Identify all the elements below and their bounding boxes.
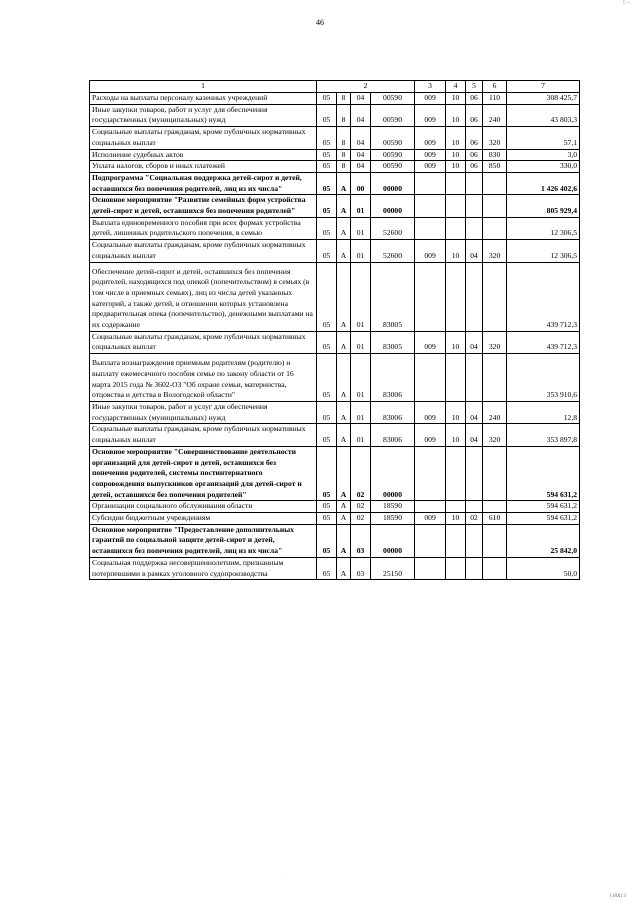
code-direction: 00000 <box>371 195 415 217</box>
row-name: Расходы на выплаты персоналу казенных учреждений <box>90 93 317 105</box>
code-expense-type: 610 <box>483 513 507 525</box>
code-expense-type <box>483 195 507 217</box>
code-direction: 00590 <box>371 127 415 149</box>
row-name: Уплата налогов, сборов и иных платежей <box>90 161 317 173</box>
code-subprogram: 8 <box>337 161 351 173</box>
code-subsection: 06 <box>466 127 483 149</box>
code-expense-type <box>483 557 507 579</box>
code-event: 03 <box>351 557 371 579</box>
code-grbs <box>415 195 446 217</box>
code-subprogram: А <box>337 172 351 194</box>
code-subsection <box>466 217 483 239</box>
code-grbs <box>415 217 446 239</box>
code-program: 05 <box>317 262 337 331</box>
code-subprogram: А <box>337 217 351 239</box>
code-subprogram: 8 <box>337 104 351 126</box>
row-name: Социальные выплаты гражданам, кроме публичных нормативных социальных выплат <box>90 127 317 149</box>
code-subsection <box>466 195 483 217</box>
code-direction: 00000 <box>371 172 415 194</box>
row-amount: 805 929,4 <box>507 195 580 217</box>
row-name: Подпрограмма "Социальная поддержка детей-сирот и детей, оставшихся без попечения родителей, лиц из их числа" <box>90 172 317 194</box>
code-subprogram: 8 <box>337 149 351 161</box>
table-row <box>90 104 580 126</box>
code-grbs: 009 <box>415 513 446 525</box>
code-direction: 00000 <box>371 524 415 557</box>
code-subsection <box>466 354 483 402</box>
row-name: Основное мероприятие "Совершенствование деятельности организаций для детей-сирот и детей, оставшихся без попечения родителей, системы постинтернатного сопровождения выпускников организаций для детей-сирот и детей, оставшихся без попечения родителей" <box>90 446 317 501</box>
code-event: 02 <box>351 513 371 525</box>
code-direction: 52600 <box>371 240 415 262</box>
code-program: 05 <box>317 217 337 239</box>
footer-dot: · <box>286 876 288 881</box>
code-expense-type: 240 <box>483 104 507 126</box>
code-grbs: 009 <box>415 240 446 262</box>
code-section <box>446 195 466 217</box>
header-cell-2: 2 <box>317 81 415 93</box>
code-subprogram: А <box>337 524 351 557</box>
code-event: 01 <box>351 262 371 331</box>
code-subsection: 06 <box>466 161 483 173</box>
code-program: 05 <box>317 93 337 105</box>
code-subprogram: А <box>337 195 351 217</box>
code-subsection: 02 <box>466 513 483 525</box>
code-event: 04 <box>351 127 371 149</box>
code-subsection: 04 <box>466 240 483 262</box>
header-cell-5: 5 <box>466 81 483 93</box>
code-program: 05 <box>317 513 337 525</box>
code-grbs <box>415 262 446 331</box>
code-subsection: 04 <box>466 401 483 423</box>
code-expense-type <box>483 501 507 513</box>
row-amount: 50,0 <box>507 557 580 579</box>
code-expense-type: 110 <box>483 93 507 105</box>
table-row <box>90 557 580 579</box>
code-direction: 00590 <box>371 93 415 105</box>
row-amount: 308 425,7 <box>507 93 580 105</box>
code-grbs: 009 <box>415 401 446 423</box>
code-section: 10 <box>446 513 466 525</box>
code-subsection <box>466 557 483 579</box>
code-direction: 00590 <box>371 104 415 126</box>
code-event: 04 <box>351 149 371 161</box>
code-subsection: 06 <box>466 93 483 105</box>
row-amount: 353 897,8 <box>507 424 580 446</box>
code-expense-type <box>483 172 507 194</box>
row-name: Выплата вознаграждения приемным родителям (родителю) и выплату ежемесячного пособия семье по закону области от 16 марта 2015 года № 3602-ОЗ "Об охране семьи, материнства, отцовства и детства в Вологодской области" <box>90 354 317 402</box>
code-event: 04 <box>351 93 371 105</box>
code-event: 04 <box>351 104 371 126</box>
row-amount: 43 803,3 <box>507 104 580 126</box>
code-section: 10 <box>446 93 466 105</box>
code-program: 05 <box>317 524 337 557</box>
code-section <box>446 524 466 557</box>
header-row <box>90 81 580 93</box>
header-cell-1: 1 <box>90 81 317 93</box>
code-subprogram: А <box>337 513 351 525</box>
row-amount: 330,0 <box>507 161 580 173</box>
row-amount: 594 631,2 <box>507 446 580 501</box>
code-subsection: 04 <box>466 424 483 446</box>
code-subsection <box>466 446 483 501</box>
row-amount: 3,0 <box>507 149 580 161</box>
code-section <box>446 172 466 194</box>
code-expense-type: 850 <box>483 161 507 173</box>
code-grbs <box>415 501 446 513</box>
row-amount: 1 426 402,6 <box>507 172 580 194</box>
code-section <box>446 446 466 501</box>
code-subprogram: А <box>337 331 351 353</box>
code-grbs: 009 <box>415 127 446 149</box>
code-subprogram: А <box>337 424 351 446</box>
code-program: 05 <box>317 127 337 149</box>
code-direction: 52600 <box>371 217 415 239</box>
code-program: 05 <box>317 104 337 126</box>
code-section <box>446 557 466 579</box>
row-amount: 353 910,6 <box>507 354 580 402</box>
row-name: Основное мероприятие "Развитие семейных форм устройства детей-сирот и детей, оставшихся без попечения родителей" <box>90 195 317 217</box>
code-expense-type <box>483 262 507 331</box>
code-grbs: 009 <box>415 149 446 161</box>
code-expense-type <box>483 217 507 239</box>
code-event: 04 <box>351 161 371 173</box>
code-direction: 83005 <box>371 262 415 331</box>
table-row <box>90 262 580 331</box>
code-direction: 00590 <box>371 161 415 173</box>
header-cell-4: 4 <box>446 81 466 93</box>
row-amount: 439 712,3 <box>507 331 580 353</box>
row-amount: 57,1 <box>507 127 580 149</box>
code-subprogram: А <box>337 446 351 501</box>
row-name: Социальные выплаты гражданам, кроме публичных нормативных социальных выплат <box>90 331 317 353</box>
row-name: Субсидии бюджетным учреждениям <box>90 513 317 525</box>
code-program: 05 <box>317 354 337 402</box>
code-subprogram: А <box>337 401 351 423</box>
row-name: Социальные выплаты гражданам, кроме публичных нормативных социальных выплат <box>90 240 317 262</box>
code-direction: 83005 <box>371 331 415 353</box>
code-subsection <box>466 262 483 331</box>
table-row <box>90 501 580 513</box>
table-row <box>90 446 580 501</box>
table-row <box>90 331 580 353</box>
code-program: 05 <box>317 424 337 446</box>
table-row <box>90 161 580 173</box>
header-cell-7: 7 <box>507 81 580 93</box>
code-subprogram: 8 <box>337 93 351 105</box>
corner-mark: ( ... <box>623 0 630 5</box>
code-direction: 83006 <box>371 424 415 446</box>
table-row <box>90 240 580 262</box>
row-amount: 594 631,2 <box>507 513 580 525</box>
code-subsection <box>466 501 483 513</box>
code-event: 01 <box>351 331 371 353</box>
code-direction: 83006 <box>371 401 415 423</box>
code-event: 01 <box>351 217 371 239</box>
code-subprogram: А <box>337 262 351 331</box>
code-section <box>446 217 466 239</box>
code-subprogram: 8 <box>337 127 351 149</box>
code-event: 02 <box>351 501 371 513</box>
table-body <box>90 81 580 580</box>
table-row <box>90 401 580 423</box>
table-row <box>90 513 580 525</box>
code-section: 10 <box>446 161 466 173</box>
table-row <box>90 354 580 402</box>
code-event: 00 <box>351 172 371 194</box>
code-expense-type: 830 <box>483 149 507 161</box>
code-subprogram: А <box>337 501 351 513</box>
code-event: 01 <box>351 424 371 446</box>
code-grbs <box>415 446 446 501</box>
table-row <box>90 127 580 149</box>
code-subsection: 06 <box>466 149 483 161</box>
table-row <box>90 172 580 194</box>
header-cell-3: 3 <box>415 81 446 93</box>
code-section: 10 <box>446 331 466 353</box>
code-event: 02 <box>351 446 371 501</box>
code-program: 05 <box>317 401 337 423</box>
code-subsection <box>466 172 483 194</box>
code-direction: 00000 <box>371 446 415 501</box>
code-expense-type: 320 <box>483 127 507 149</box>
row-name: Иные закупки товаров, работ и услуг для обеспечения государственных (муниципальных) нужд <box>90 104 317 126</box>
footer-mark: (18X) 3 <box>610 894 626 899</box>
code-subprogram: А <box>337 557 351 579</box>
row-name: Социальная поддержка несовершеннолетним, признанным потерпевшими в рамках уголовного судопроизводства <box>90 557 317 579</box>
code-direction: 25150 <box>371 557 415 579</box>
code-section: 10 <box>446 127 466 149</box>
table-row <box>90 93 580 105</box>
page-number: 46 <box>316 18 324 27</box>
code-event: 03 <box>351 524 371 557</box>
code-section <box>446 501 466 513</box>
code-direction: 83006 <box>371 354 415 402</box>
code-section: 10 <box>446 401 466 423</box>
code-grbs <box>415 354 446 402</box>
code-grbs <box>415 557 446 579</box>
row-name: Иные закупки товаров, работ и услуг для обеспечения государственных (муниципальных) нужд <box>90 401 317 423</box>
code-program: 05 <box>317 331 337 353</box>
code-grbs <box>415 172 446 194</box>
code-direction: 18590 <box>371 513 415 525</box>
code-grbs: 009 <box>415 104 446 126</box>
code-expense-type: 320 <box>483 424 507 446</box>
code-subsection <box>466 524 483 557</box>
table-row <box>90 424 580 446</box>
code-section: 10 <box>446 240 466 262</box>
code-program: 05 <box>317 172 337 194</box>
row-amount: 12 306,5 <box>507 240 580 262</box>
code-section <box>446 354 466 402</box>
row-amount: 12 306,5 <box>507 217 580 239</box>
row-amount: 439 712,3 <box>507 262 580 331</box>
code-grbs <box>415 524 446 557</box>
code-event: 01 <box>351 401 371 423</box>
code-grbs: 009 <box>415 424 446 446</box>
code-expense-type: 320 <box>483 331 507 353</box>
code-program: 05 <box>317 149 337 161</box>
code-grbs: 009 <box>415 331 446 353</box>
code-expense-type: 240 <box>483 401 507 423</box>
row-amount: 25 842,0 <box>507 524 580 557</box>
code-section: 10 <box>446 104 466 126</box>
row-amount: 12,8 <box>507 401 580 423</box>
code-subprogram: А <box>337 354 351 402</box>
budget-table <box>89 80 580 580</box>
code-program: 05 <box>317 501 337 513</box>
table-row <box>90 149 580 161</box>
table-row <box>90 217 580 239</box>
code-section: 10 <box>446 424 466 446</box>
row-name: Социальные выплаты гражданам, кроме публичных нормативных социальных выплат <box>90 424 317 446</box>
code-program: 05 <box>317 446 337 501</box>
code-program: 05 <box>317 195 337 217</box>
code-grbs: 009 <box>415 93 446 105</box>
code-direction: 00590 <box>371 149 415 161</box>
row-name: Обеспечение детей-сирот и детей, оставшихся без попечения родителей, находящихся под опекой (попечительством) в семьях (в том числе в приемных семьях), лиц из числа детей указанных категорий, а также детей, в отношении которых установлена предварительная опека (попечительство), денежными выплатами на их содержание <box>90 262 317 331</box>
row-name: Организации социального обслуживания области <box>90 501 317 513</box>
code-program: 05 <box>317 240 337 262</box>
table-row <box>90 524 580 557</box>
row-name: Исполнение судебных актов <box>90 149 317 161</box>
code-subprogram: А <box>337 240 351 262</box>
header-cell-6: 6 <box>483 81 507 93</box>
code-section <box>446 262 466 331</box>
code-program: 05 <box>317 557 337 579</box>
row-name: Выплата единовременного пособия при всех формах устройства детей, лишенных родительского попечения, в семью <box>90 217 317 239</box>
code-event: 01 <box>351 354 371 402</box>
row-amount: 594 631,2 <box>507 501 580 513</box>
code-subsection: 06 <box>466 104 483 126</box>
table-row <box>90 195 580 217</box>
code-section: 10 <box>446 149 466 161</box>
code-grbs: 009 <box>415 161 446 173</box>
code-expense-type <box>483 354 507 402</box>
code-program: 05 <box>317 161 337 173</box>
code-expense-type <box>483 446 507 501</box>
code-subsection: 04 <box>466 331 483 353</box>
row-name: Основное мероприятие "Предоставление дополнительных гарантий по социальной защите детей-сирот и детей, оставшихся без попечения родителей, лиц из их числа" <box>90 524 317 557</box>
code-expense-type <box>483 524 507 557</box>
code-direction: 18590 <box>371 501 415 513</box>
code-expense-type: 320 <box>483 240 507 262</box>
code-event: 01 <box>351 240 371 262</box>
code-event: 01 <box>351 195 371 217</box>
